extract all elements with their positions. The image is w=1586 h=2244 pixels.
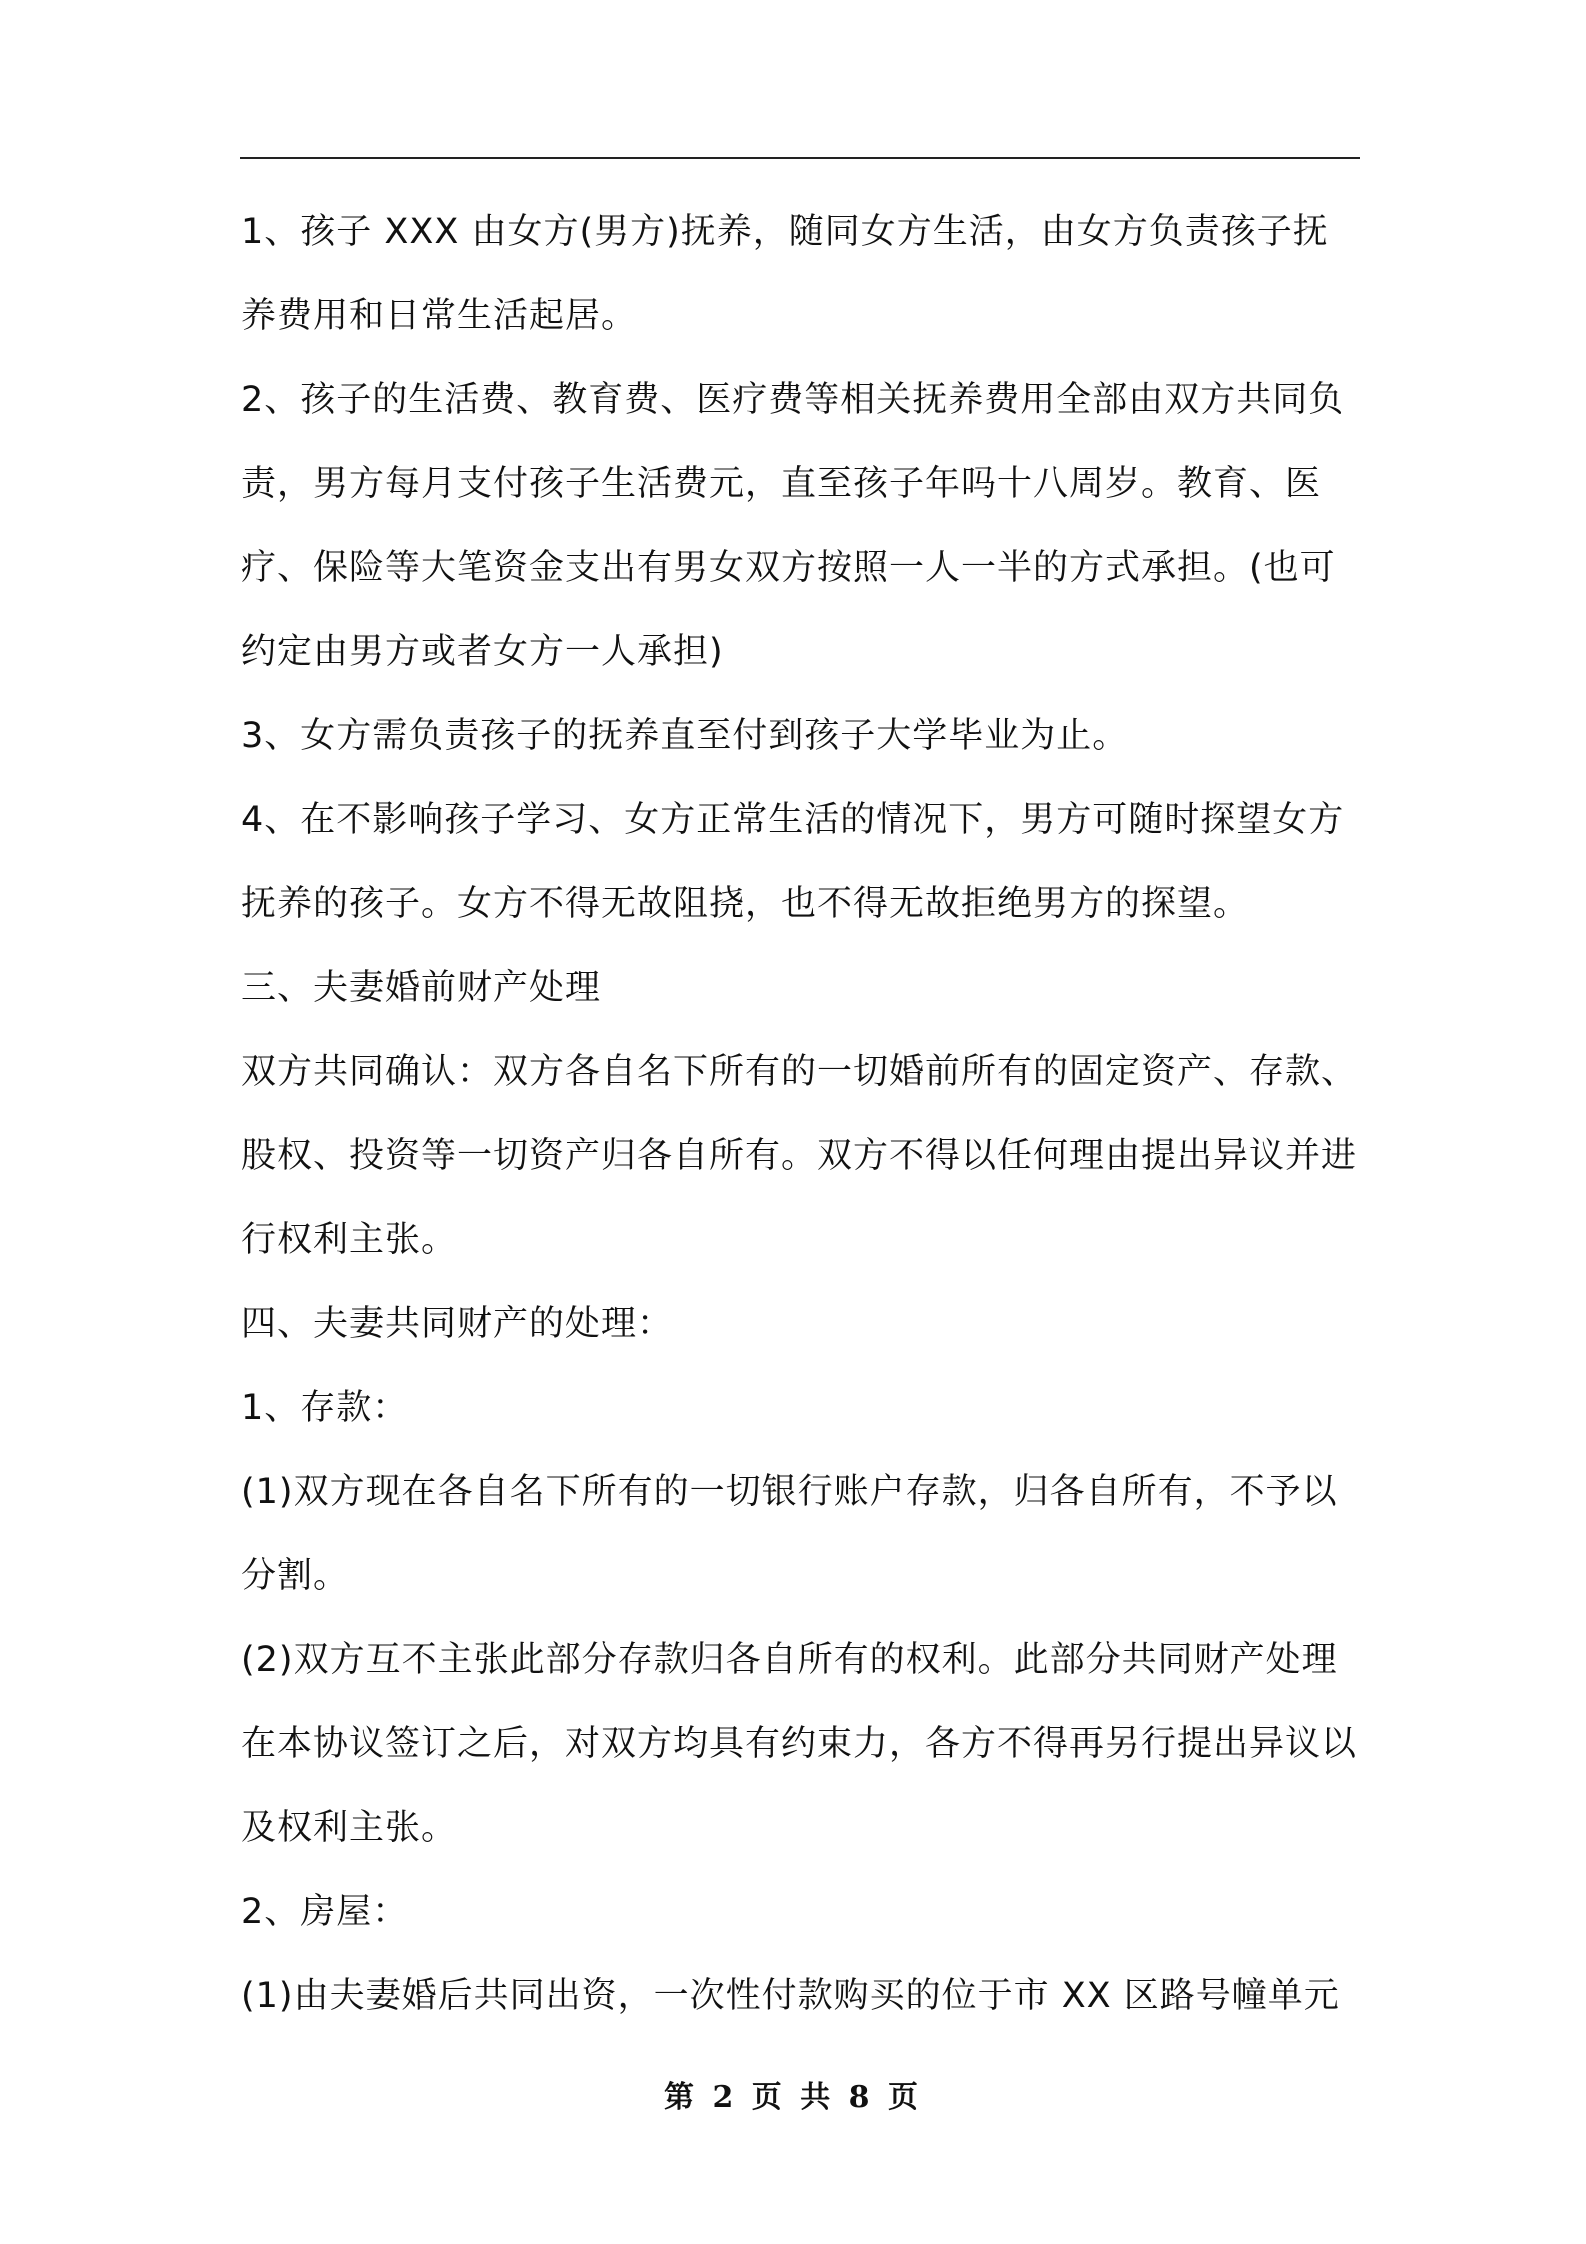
paragraph-child-upbringing: 3、女方需负责孩子的抚养直至付到孩子大学毕业为止。 xyxy=(241,716,1129,756)
subheading-housing: 2、房屋： xyxy=(241,1892,409,1932)
paragraph-child-custody: 1、孩子 XXX 由女方(男方)抚养，随同女方生活，由女方负责孩子抚养费用和日常生活起居。 xyxy=(241,212,1329,336)
paragraph-visitation-rights: 4、在不影响孩子学习、女方正常生活的情况下，男方可随时探望女方抚养的孩子。女方不得无故阻挠，也不得无故拒绝男方的探望。 xyxy=(241,800,1345,924)
section-heading-joint-property: 四、夫妻共同财产的处理： xyxy=(241,1304,674,1344)
header-rule xyxy=(240,157,1360,159)
section-heading-premarital-property: 三、夫妻婚前财产处理 xyxy=(241,968,602,1008)
paragraph-deposits-item-1: (1)双方现在各自名下所有的一切银行账户存款，归各自所有，不予以分割。 xyxy=(241,1472,1338,1596)
document-body xyxy=(241,190,1361,2038)
paragraph-child-support-costs: 2、孩子的生活费、教育费、医疗费等相关抚养费用全部由双方共同负责，男方每月支付孩子生活费元，直至孩子年吗十八周岁。教育、医疗、保险等大笔资金支出有男女双方按照一人一半的方式承担。(也可约定由男方或者女方一人承担) xyxy=(241,380,1345,672)
subheading-deposits: 1、存款： xyxy=(241,1388,409,1428)
paragraph-deposits-item-2: (2)双方互不主张此部分存款归各自所有的权利。此部分共同财产处理在本协议签订之后，对双方均具有约束力，各方不得再另行提出异议以及权利主张。 xyxy=(241,1640,1358,1848)
paragraph-premarital-property-confirmation: 双方共同确认：双方各自名下所有的一切婚前所有的固定资产、存款、股权、投资等一切资产归各自所有。双方不得以任何理由提出异议并进行权利主张。 xyxy=(241,1052,1358,1260)
page-number-footer: 第 2 页 共 8 页 xyxy=(664,2080,922,2115)
paragraph-housing-item-1: (1)由夫妻婚后共同出资，一次性付款购买的位于市 XX 区路号幢单元 xyxy=(241,1976,1340,2016)
